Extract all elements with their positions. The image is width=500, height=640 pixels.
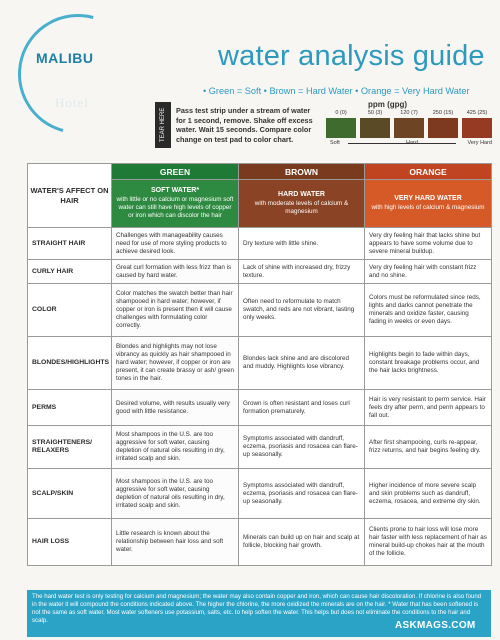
scale-soft: Soft [330, 140, 340, 146]
cell-brown: Minerals can build up on hair and scalp at follicle, blocking hair growth. [239, 519, 365, 566]
cell-green: Challenges with manageability causes need for use of more styling products to achieve desired look. [112, 228, 239, 260]
color-legend: • Green = Soft • Brown = Hard Water • Orange = Very Hard Water [203, 86, 470, 96]
row-label: SCALP/SKIN [28, 469, 112, 519]
cell-orange: Very dry feeling hair that lacks shine but appears to have some volume due to severe mineral buildup. [365, 228, 492, 260]
column-header-orange: ORANGE [365, 164, 492, 180]
table-row [28, 469, 492, 519]
ppm-value: 425 (25) [466, 110, 488, 116]
table-row [28, 260, 492, 284]
color-swatch [326, 118, 356, 138]
page-title: water analysis guide [218, 40, 485, 72]
row-label: PERMS [28, 390, 112, 426]
ppm-values [326, 110, 492, 116]
cell-brown: Often need to reformulate to match swatch, and reds are not vibrant, lasting only weeks. [239, 284, 365, 337]
table-row [28, 284, 492, 337]
color-swatches [326, 118, 492, 138]
cell-orange: Colors must be reformulated since reds, lights and darks cannot penetrate the minerals and oxidize faster, causing fading in weeks or even days. [365, 284, 492, 337]
soft-water-title: SOFT WATER* [150, 187, 200, 194]
cell-brown: Lack of shine with increased dry, frizzy texture. [239, 260, 365, 284]
row-label: CURLY HAIR [28, 260, 112, 284]
tear-here-tag[interactable]: TEAR HERE [155, 102, 171, 148]
ppm-value: 120 (7) [400, 110, 418, 116]
cell-green: Desired volume, with results usually very good with little resistance. [112, 390, 239, 426]
hard-water-description [239, 180, 365, 228]
row-label: STRAIGHTENERS/ RELAXERS [28, 426, 112, 469]
very-hard-water-title: VERY HARD WATER [394, 195, 462, 202]
row-label: STRAIGHT HAIR [28, 228, 112, 260]
brand-logo: MALIBU [36, 50, 94, 66]
cell-green: Most shampoos in the U.S. are too aggressive for soft water, causing depletion of natural oils resulting in dry, irritated scalp and skin. [112, 426, 239, 469]
table-row [28, 228, 492, 260]
row-label: COLOR [28, 284, 112, 337]
logo-swoosh-icon [0, 0, 160, 156]
cell-brown: Symptoms associated with dandruff, eczema, psoriasis and rosacea can flare-up seasonally. [239, 469, 365, 519]
cell-brown: Dry texture with little shine. [239, 228, 365, 260]
scale-hard: Hard [406, 140, 418, 146]
cell-orange: Clients prone to hair loss will lose more hair faster with less replacement of hair as mineral build-up chokes hair at the mouth of the follicle. [365, 519, 492, 566]
cell-orange: Hair is very resistant to perm service. Hair feels dry after perm, and perm appears to fall out. [365, 390, 492, 426]
hard-water-text: with moderate levels of calcium & magnesium [254, 200, 349, 215]
affect-header: WATER'S AFFECT ON HAIR [28, 164, 112, 228]
cell-orange: Very dry feeling hair with constant frizz and no shine. [365, 260, 492, 284]
table-row [28, 426, 492, 469]
very-hard-water-description [365, 180, 492, 228]
cell-green: Color matches the swatch better than hair shampooed in hard water; however, if copper or iron is present then it will cause challenges with formulating color correctly. [112, 284, 239, 337]
cell-brown: Blondes lack shine and are discolored and muddy. Highlights lose vibrancy. [239, 337, 365, 390]
color-swatch [428, 118, 458, 138]
footer-text: The hard water test is only testing for calcium and magnesium; the water may also contain copper and iron, which can cause hair discoloration. If chlorine is also found in the water it will compound the conditions indicated above. The higher the chlorine, the more oxidized the minerals are on the hair. * Water that has been softened is not the same as soft water. Most water softeners use potassium, salts, etc. to help soften the water. This helps but does not eliminate the conditions to the hair and scalp. [32, 593, 482, 624]
scale-very-hard: Very Hard [467, 140, 492, 146]
soft-water-description [112, 180, 239, 228]
test-instructions: Pass test strip under a stream of water for 1 second, remove. Shake off excess water. Wait 15 seconds. Compare color change on test pad to color chart. [176, 106, 313, 144]
soft-water-text: with little or no calcium or magnesium soft water can still have high levels of copper or iron which can discolor the hair [116, 196, 234, 219]
table-row [28, 337, 492, 390]
table-row [28, 519, 492, 566]
cell-brown: Symptoms associated with dandruff, eczema, psoriasis and rosacea can flare-up seasonally. [239, 426, 365, 469]
color-swatch [394, 118, 424, 138]
column-header-brown: BROWN [239, 164, 365, 180]
ppm-value: 50 (3) [367, 110, 383, 116]
cell-green: Most shampoos in the U.S. are too aggressive for soft water, causing depletion of natural oils resulting in dry, irritated scalp and skin. [112, 469, 239, 519]
cell-brown: Grown is often resistant and loses curl formation prematurely. [239, 390, 365, 426]
scale-line [348, 143, 456, 144]
brand-ghost-text: Hotel [55, 95, 89, 110]
cell-green: Great curl formation with less frizz than is caused by hard water. [112, 260, 239, 284]
cell-orange: Higher incidence of more severe scalp and skin problems such as dandruff, eczema, rosacea, and extreme dry skin. [365, 469, 492, 519]
color-swatch [462, 118, 492, 138]
color-swatch [360, 118, 390, 138]
ppm-title: ppm (gpg) [368, 100, 408, 109]
cell-green: Little research is known about the relationship between hair loss and soft water. [112, 519, 239, 566]
ppm-value: 250 (15) [432, 110, 454, 116]
cell-orange: Highlights begin to fade within days, constant breakage problems occur, and the hair lacks brightness. [365, 337, 492, 390]
cell-green: Blondes and highlights may not lose vibrancy as quickly as hair shampooed in hard water; however, if copper or iron are present, it can create brassy or ash/ green tones in the hair. [112, 337, 239, 390]
table-row [28, 390, 492, 426]
column-header-green: GREEN [112, 164, 239, 180]
hardness-scale [326, 140, 492, 148]
hard-water-title: HARD WATER [278, 191, 325, 198]
cell-orange: After first shampooing, curls re-appear, frizz returns, and hair begins feeling dry. [365, 426, 492, 469]
very-hard-water-text: with high levels of calcium & magnesium [371, 204, 485, 211]
ppm-value: 0 (0) [335, 110, 347, 116]
row-label: BLONDES/HIGHLIGHTS [28, 337, 112, 390]
watermark: ASKMAGS.COM [395, 620, 476, 631]
water-analysis-table [27, 163, 492, 566]
row-label: HAIR LOSS [28, 519, 112, 566]
